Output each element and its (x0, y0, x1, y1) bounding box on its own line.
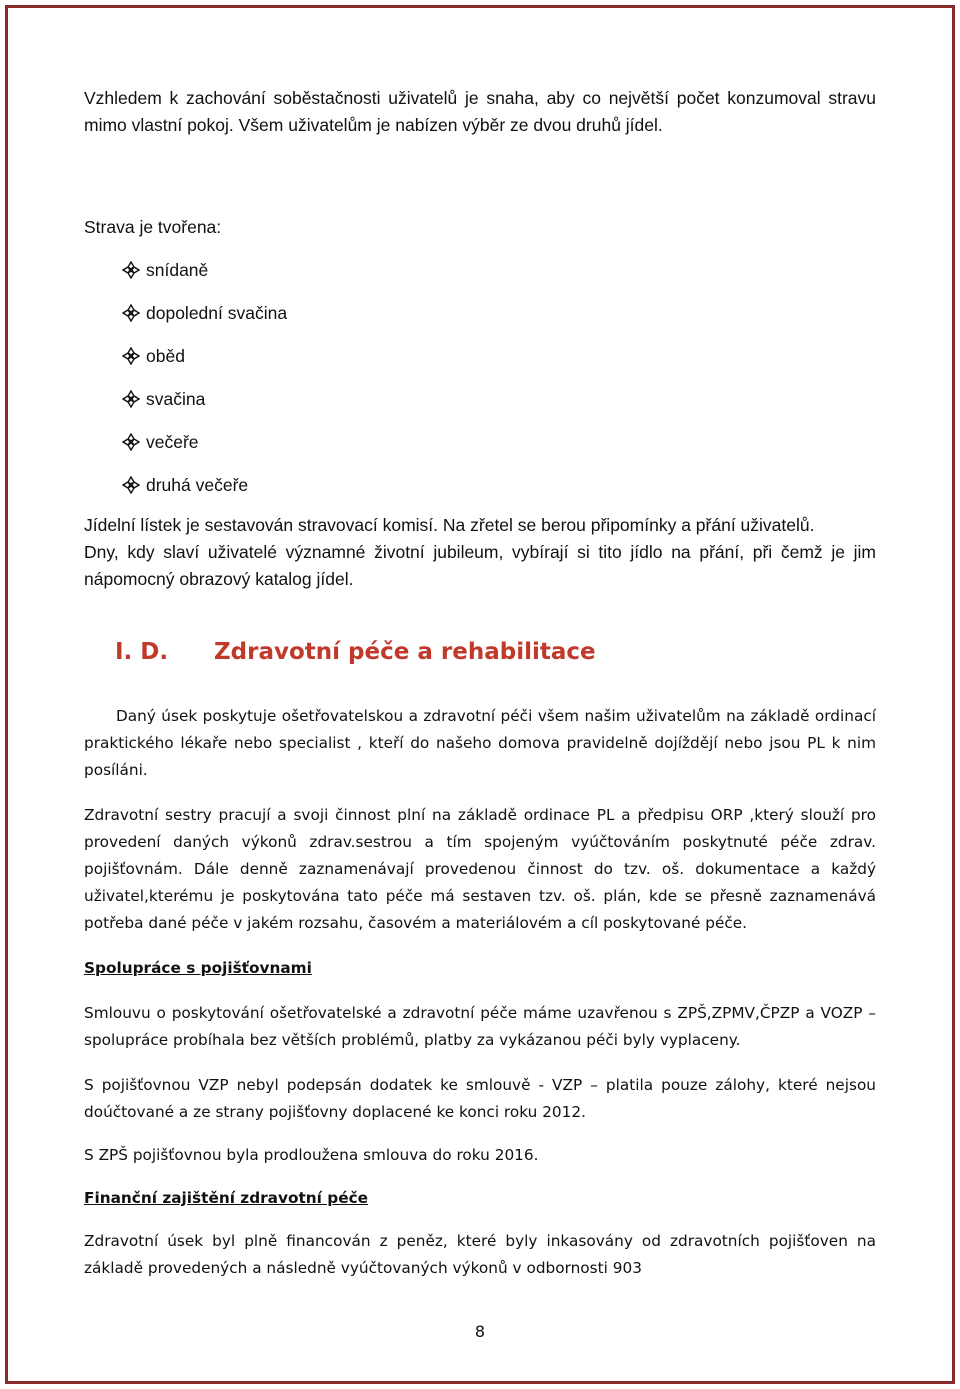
section-title: Zdravotní péče a rehabilitace (214, 639, 596, 665)
diamond-bullet-icon (122, 261, 140, 279)
strava-label: Strava je tvořena: (84, 217, 222, 237)
list-item (122, 300, 876, 343)
diamond-bullet-icon (122, 347, 140, 365)
meal-label: oběd (146, 346, 185, 366)
intro-paragraph: Vzhledem k zachování soběstačnosti uživatelů je snaha, aby co největší počet konzumoval stravu mimo vlastní pokoj. Všem uživatelům je nabízen výběr ze dvou druhů jídel. (84, 88, 876, 135)
meal-label: dopolední svačina (146, 303, 288, 323)
diamond-bullet-icon (122, 304, 140, 322)
meal-list (84, 257, 876, 515)
section-heading (84, 639, 876, 679)
diamond-bullet-icon (122, 433, 140, 451)
vzp-paragraph: S pojišťovnou VZP nebyl podepsán dodatek ke smlouvě - VZP – platila pouze zálohy, které nejsou doúčtované a ze strany pojišťovny doplacené ke konci roku 2012. (84, 1076, 876, 1121)
care-paragraph: Daný úsek poskytuje ošetřovatelskou a zdravotní péči všem našim uživatelům na základě ordinací praktického lékaře nebo specialist , kteří do našeho domova pravidelně dojíždějí nebo jsou PL k nim posíláni. (84, 707, 876, 779)
insurance-subheading: Spolupráce s pojišťovnami (84, 959, 312, 977)
nurses-paragraph: Zdravotní sestry pracují a svoji činnost plní na základě ordinace PL a předpisu ORP ,který slouží pro provedení daných výkonů zdrav.sestrou a tím spojeným vyúčtováním poskytnuté péče zdrav. pojišťovnám. Dále denně zaznamenávají provedenou činnost do tzv. oš. dokumentace a každý uživatel,kterému je poskytována tato péče má sestaven tzv. oš. plán, kde se přesně zaznamenává potřeba dané péče v jakém rozsahu, časovém a materiálovém a cíl poskytované péče. (84, 806, 876, 932)
meal-label: večeře (146, 432, 199, 452)
jubilee-paragraph: Dny, kdy slaví uživatelé významné životní jubileum, vybírají si tito jídlo na přání, při čemž je jim nápomocný obrazový katalog jídel. (84, 542, 876, 589)
diamond-bullet-icon (122, 476, 140, 494)
zps-paragraph: S ZPŠ pojišťovnou byla prodloužena smlouva do roku 2016. (84, 1146, 539, 1164)
list-item (122, 472, 876, 515)
meal-label: snídaně (146, 260, 209, 280)
menu-paragraph: Jídelní lístek je sestavován stravovací komisí. Na zřetel se berou připomínky a přání uživatelů. (84, 515, 815, 535)
meal-label: druhá večeře (146, 475, 249, 495)
finance-subheading: Finanční zajištění zdravotní péče (84, 1189, 369, 1207)
list-item (122, 386, 876, 429)
list-item (122, 343, 876, 386)
document-content (84, 85, 876, 1282)
list-item (122, 257, 876, 300)
diamond-bullet-icon (122, 390, 140, 408)
page-number: 8 (474, 1322, 486, 1341)
meal-label: svačina (146, 389, 206, 409)
finance-paragraph: Zdravotní úsek byl plně financován z peněz, které byly inkasovány od zdravotních pojišťoven na základě provedených a následně vyúčtovaných výkonů v odbornosti 903 (84, 1232, 876, 1277)
contract-paragraph: Smlouvu o poskytování ošetřovatelské a zdravotní péče máme uzavřenou s ZPŠ,ZPMV,ČPZP a VOZP – spolupráce probíhala bez větších problémů, platby za vykázanou péči byly vyplaceny. (84, 1004, 876, 1049)
section-number: I. D. (115, 639, 169, 665)
list-item (122, 429, 876, 472)
